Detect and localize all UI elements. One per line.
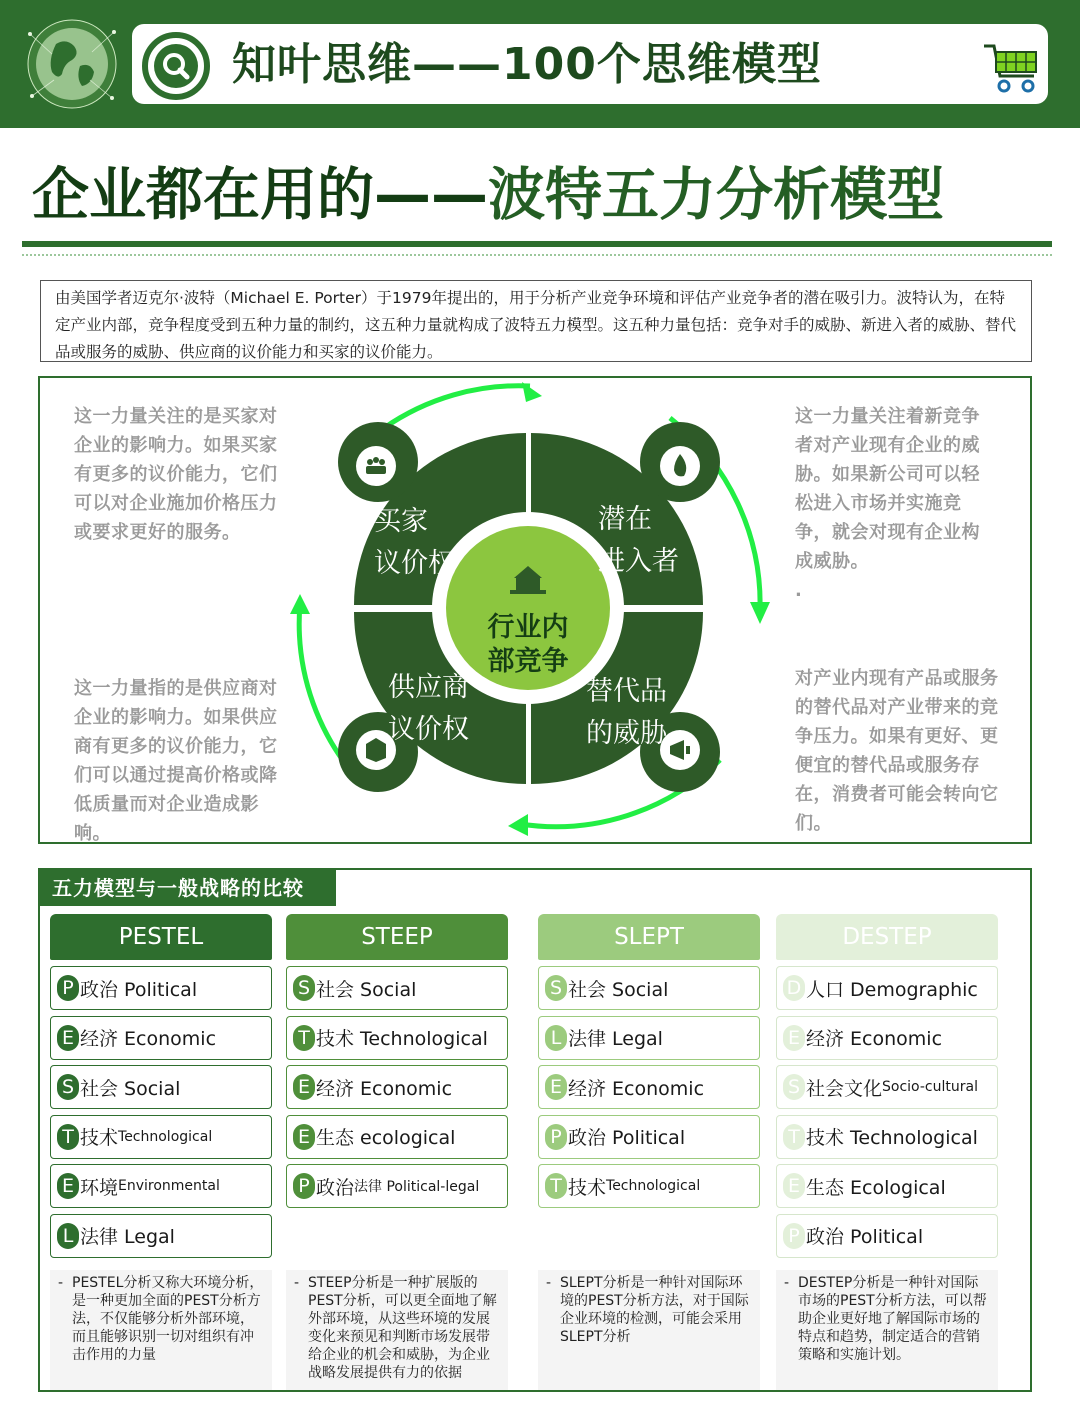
factor-item bbox=[286, 1164, 508, 1208]
factor-letter: T bbox=[783, 1124, 805, 1150]
factor-label: 技术 bbox=[568, 1176, 607, 1199]
factor-item bbox=[286, 1065, 508, 1109]
substitute-description: 对产业内现有产品或服务的替代品对产业带来的竞争压力。如果有更好、更便宜的替代品或服务存在，消费者可能会转向它们。 bbox=[795, 668, 999, 834]
factor-letter: P bbox=[57, 975, 79, 1001]
factor-item bbox=[538, 1164, 760, 1208]
column-steep bbox=[286, 914, 508, 1214]
factor-item bbox=[50, 1065, 272, 1109]
factor-item bbox=[286, 1115, 508, 1159]
factor-item bbox=[50, 1115, 272, 1159]
column-pestel bbox=[50, 914, 272, 1264]
column-description: - STEEP分析是一种扩展版的PEST分析，可以更全面地了解外部环境，从这些环境的发展变化来预见和判断市场发展带给企业的机会和威胁，为企业战略发展提供有力的依据 bbox=[286, 1270, 508, 1390]
factor-label: 经济 Economic bbox=[568, 1077, 705, 1100]
factor-letter: S bbox=[783, 1074, 805, 1100]
factor-label: 法律 Legal bbox=[568, 1028, 663, 1051]
search-icon[interactable] bbox=[142, 32, 210, 100]
factor-letter: E bbox=[783, 1025, 805, 1051]
factor-letter: D bbox=[783, 975, 805, 1001]
factor-letter: P bbox=[545, 1124, 567, 1150]
factor-letter: L bbox=[57, 1223, 79, 1249]
column-description: - SLEPT分析是一种针对国际环境的PEST分析方法，对于国际企业环境的检测，可能会采用SLEPT分析 bbox=[538, 1270, 760, 1390]
buyer-description: 这一力量关注的是买家对企业的影响力。如果买家有更多的议价能力，它们可以对企业施加价格压力或要求更好的服务。 bbox=[74, 406, 278, 543]
arrowhead-bottom bbox=[508, 814, 528, 836]
factor-item bbox=[538, 966, 760, 1010]
factor-letter: E bbox=[57, 1025, 79, 1051]
supplier-label-2: 议价权 bbox=[388, 714, 469, 745]
factor-item bbox=[286, 1016, 508, 1060]
factor-label: 环境 bbox=[80, 1176, 119, 1199]
column-header: PESTEL bbox=[50, 914, 272, 960]
factor-label: 法律 Legal bbox=[80, 1226, 175, 1249]
entrant-description-tail: . bbox=[795, 580, 803, 601]
factor-label: 社会 Social bbox=[568, 978, 669, 1001]
factor-letter: T bbox=[57, 1124, 79, 1150]
arrowhead-right bbox=[750, 602, 770, 624]
factor-label: 经济 Economic bbox=[316, 1077, 453, 1100]
factor-item bbox=[538, 1115, 760, 1159]
buyer-label-2: 议价权 bbox=[374, 548, 455, 579]
factor-letter: T bbox=[293, 1025, 315, 1051]
factor-label-small: Technological bbox=[606, 1178, 701, 1195]
column-header: STEEP bbox=[286, 914, 508, 960]
factor-letter: L bbox=[545, 1025, 567, 1051]
factor-label: 人口 Demographic bbox=[806, 978, 978, 1001]
center-label-1: 行业内 bbox=[487, 612, 569, 643]
arrowhead-top bbox=[522, 382, 542, 402]
substitute-label-2: 的威胁 bbox=[586, 718, 667, 749]
factor-item bbox=[776, 1065, 998, 1109]
page-title-prefix: 企业都在用的—— bbox=[32, 162, 488, 228]
column-slept bbox=[538, 914, 760, 1214]
page-title bbox=[32, 150, 944, 240]
factor-label-small: Socio-cultural bbox=[882, 1079, 978, 1096]
comparison-title: 五力模型与一般战略的比较 bbox=[40, 870, 336, 906]
factor-letter: S bbox=[293, 975, 315, 1001]
factor-label: 技术 Technological bbox=[806, 1127, 978, 1150]
factor-item bbox=[50, 1214, 272, 1258]
entrant-description bbox=[795, 402, 985, 605]
factor-label: 政治 Political bbox=[806, 1226, 924, 1249]
factor-label: 社会文化 bbox=[806, 1077, 883, 1100]
factor-item bbox=[776, 1214, 998, 1258]
factor-label-small: Technological bbox=[118, 1128, 213, 1145]
factor-item bbox=[776, 966, 998, 1010]
factor-label-small: 法律 Political-legal bbox=[354, 1179, 480, 1196]
factor-letter: E bbox=[545, 1074, 567, 1100]
factor-item bbox=[50, 966, 272, 1010]
factor-label: 经济 Economic bbox=[80, 1028, 217, 1051]
substitute-label-1: 替代品 bbox=[586, 676, 667, 707]
five-forces-diagram bbox=[260, 380, 803, 840]
arrowhead-left bbox=[290, 594, 310, 614]
factor-label: 社会 Social bbox=[80, 1077, 181, 1100]
column-destep bbox=[776, 914, 998, 1264]
factor-letter: E bbox=[783, 1173, 805, 1199]
entrant-label-2: 进入者 bbox=[598, 546, 679, 577]
factor-item bbox=[50, 1164, 272, 1208]
factor-letter: T bbox=[545, 1173, 567, 1199]
factor-item bbox=[538, 1065, 760, 1109]
supplier-description: 这一力量指的是供应商对企业的影响力。如果供应商有更多的议价能力，它们可以通过提高价格或降低质量而对企业造成影响。 bbox=[74, 678, 278, 844]
factor-label: 技术 bbox=[80, 1127, 119, 1150]
factor-item bbox=[50, 1016, 272, 1060]
factor-label: 政治 Political bbox=[80, 978, 198, 1001]
factor-letter: S bbox=[545, 975, 567, 1001]
factor-item bbox=[538, 1016, 760, 1060]
factor-item bbox=[776, 1164, 998, 1208]
shopping-cart-icon[interactable] bbox=[982, 40, 1042, 96]
factor-letter: S bbox=[57, 1074, 79, 1100]
factor-label: 社会 Social bbox=[316, 978, 417, 1001]
entrant-description-text: 这一力量关注着新竞争者对产业现有企业的威胁。如果新公司可以轻松进入市场并实施竞争，就会对现有企业构成威胁。 bbox=[795, 406, 980, 572]
factor-item bbox=[776, 1115, 998, 1159]
factor-label: 政治 bbox=[316, 1176, 355, 1199]
arrow-top bbox=[384, 386, 530, 428]
factor-label: 政治 Political bbox=[568, 1127, 686, 1150]
column-description: - DESTEP分析是一种针对国际市场的PEST分析方法，可以帮助企业更好地了解国际市场的特点和趋势，制定适合的营销策略和实施计划。 bbox=[776, 1270, 998, 1390]
factor-letter: P bbox=[293, 1173, 315, 1199]
factor-label: 经济 Economic bbox=[806, 1028, 943, 1051]
app-title: 知叶思维——100个思维模型 bbox=[232, 39, 822, 90]
intro-paragraph: 由美国学者迈克尔·波特（Michael E. Porter）于1979年提出的，用于分析产业竞争环境和评估产业竞争者的潜在吸引力。波特认为，在特定产业内部，竞争程度受到五种力量的制约，这五种力量就构成了波特五力模型。这五种力量包括：竞争对手的威胁、新进入者的威胁、替代品或服务的威胁、供应商的议价能力和买家的议价能力。 bbox=[40, 280, 1032, 362]
buyer-label-1: 买家 bbox=[374, 506, 428, 537]
factor-item bbox=[776, 1016, 998, 1060]
column-description: - PESTEL分析又称大环境分析，是一种更加全面的PEST分析方法，不仅能够分析外部环境，而且能够识别一切对组织有冲击作用的力量 bbox=[50, 1270, 272, 1390]
factor-label: 生态 ecological bbox=[316, 1127, 456, 1150]
factor-letter: P bbox=[783, 1223, 805, 1249]
center-label-2: 部竞争 bbox=[487, 646, 569, 677]
factor-label: 生态 Ecological bbox=[806, 1176, 946, 1199]
globe-network-icon bbox=[22, 14, 122, 114]
column-header: SLEPT bbox=[538, 914, 760, 960]
column-header: DESTEP bbox=[776, 914, 998, 960]
factor-letter: E bbox=[293, 1074, 315, 1100]
title-divider bbox=[22, 241, 1052, 247]
entrant-label-1: 潜在 bbox=[598, 504, 652, 535]
title-divider-dotted bbox=[22, 254, 1052, 256]
factor-label-small: Environmental bbox=[118, 1178, 220, 1195]
supplier-label-1: 供应商 bbox=[388, 672, 469, 703]
factor-letter: E bbox=[57, 1173, 79, 1199]
factor-label: 技术 Technological bbox=[316, 1028, 488, 1051]
factor-letter: E bbox=[293, 1124, 315, 1150]
page-title-highlight: 波特五力分析模型 bbox=[488, 162, 944, 228]
factor-item bbox=[286, 966, 508, 1010]
